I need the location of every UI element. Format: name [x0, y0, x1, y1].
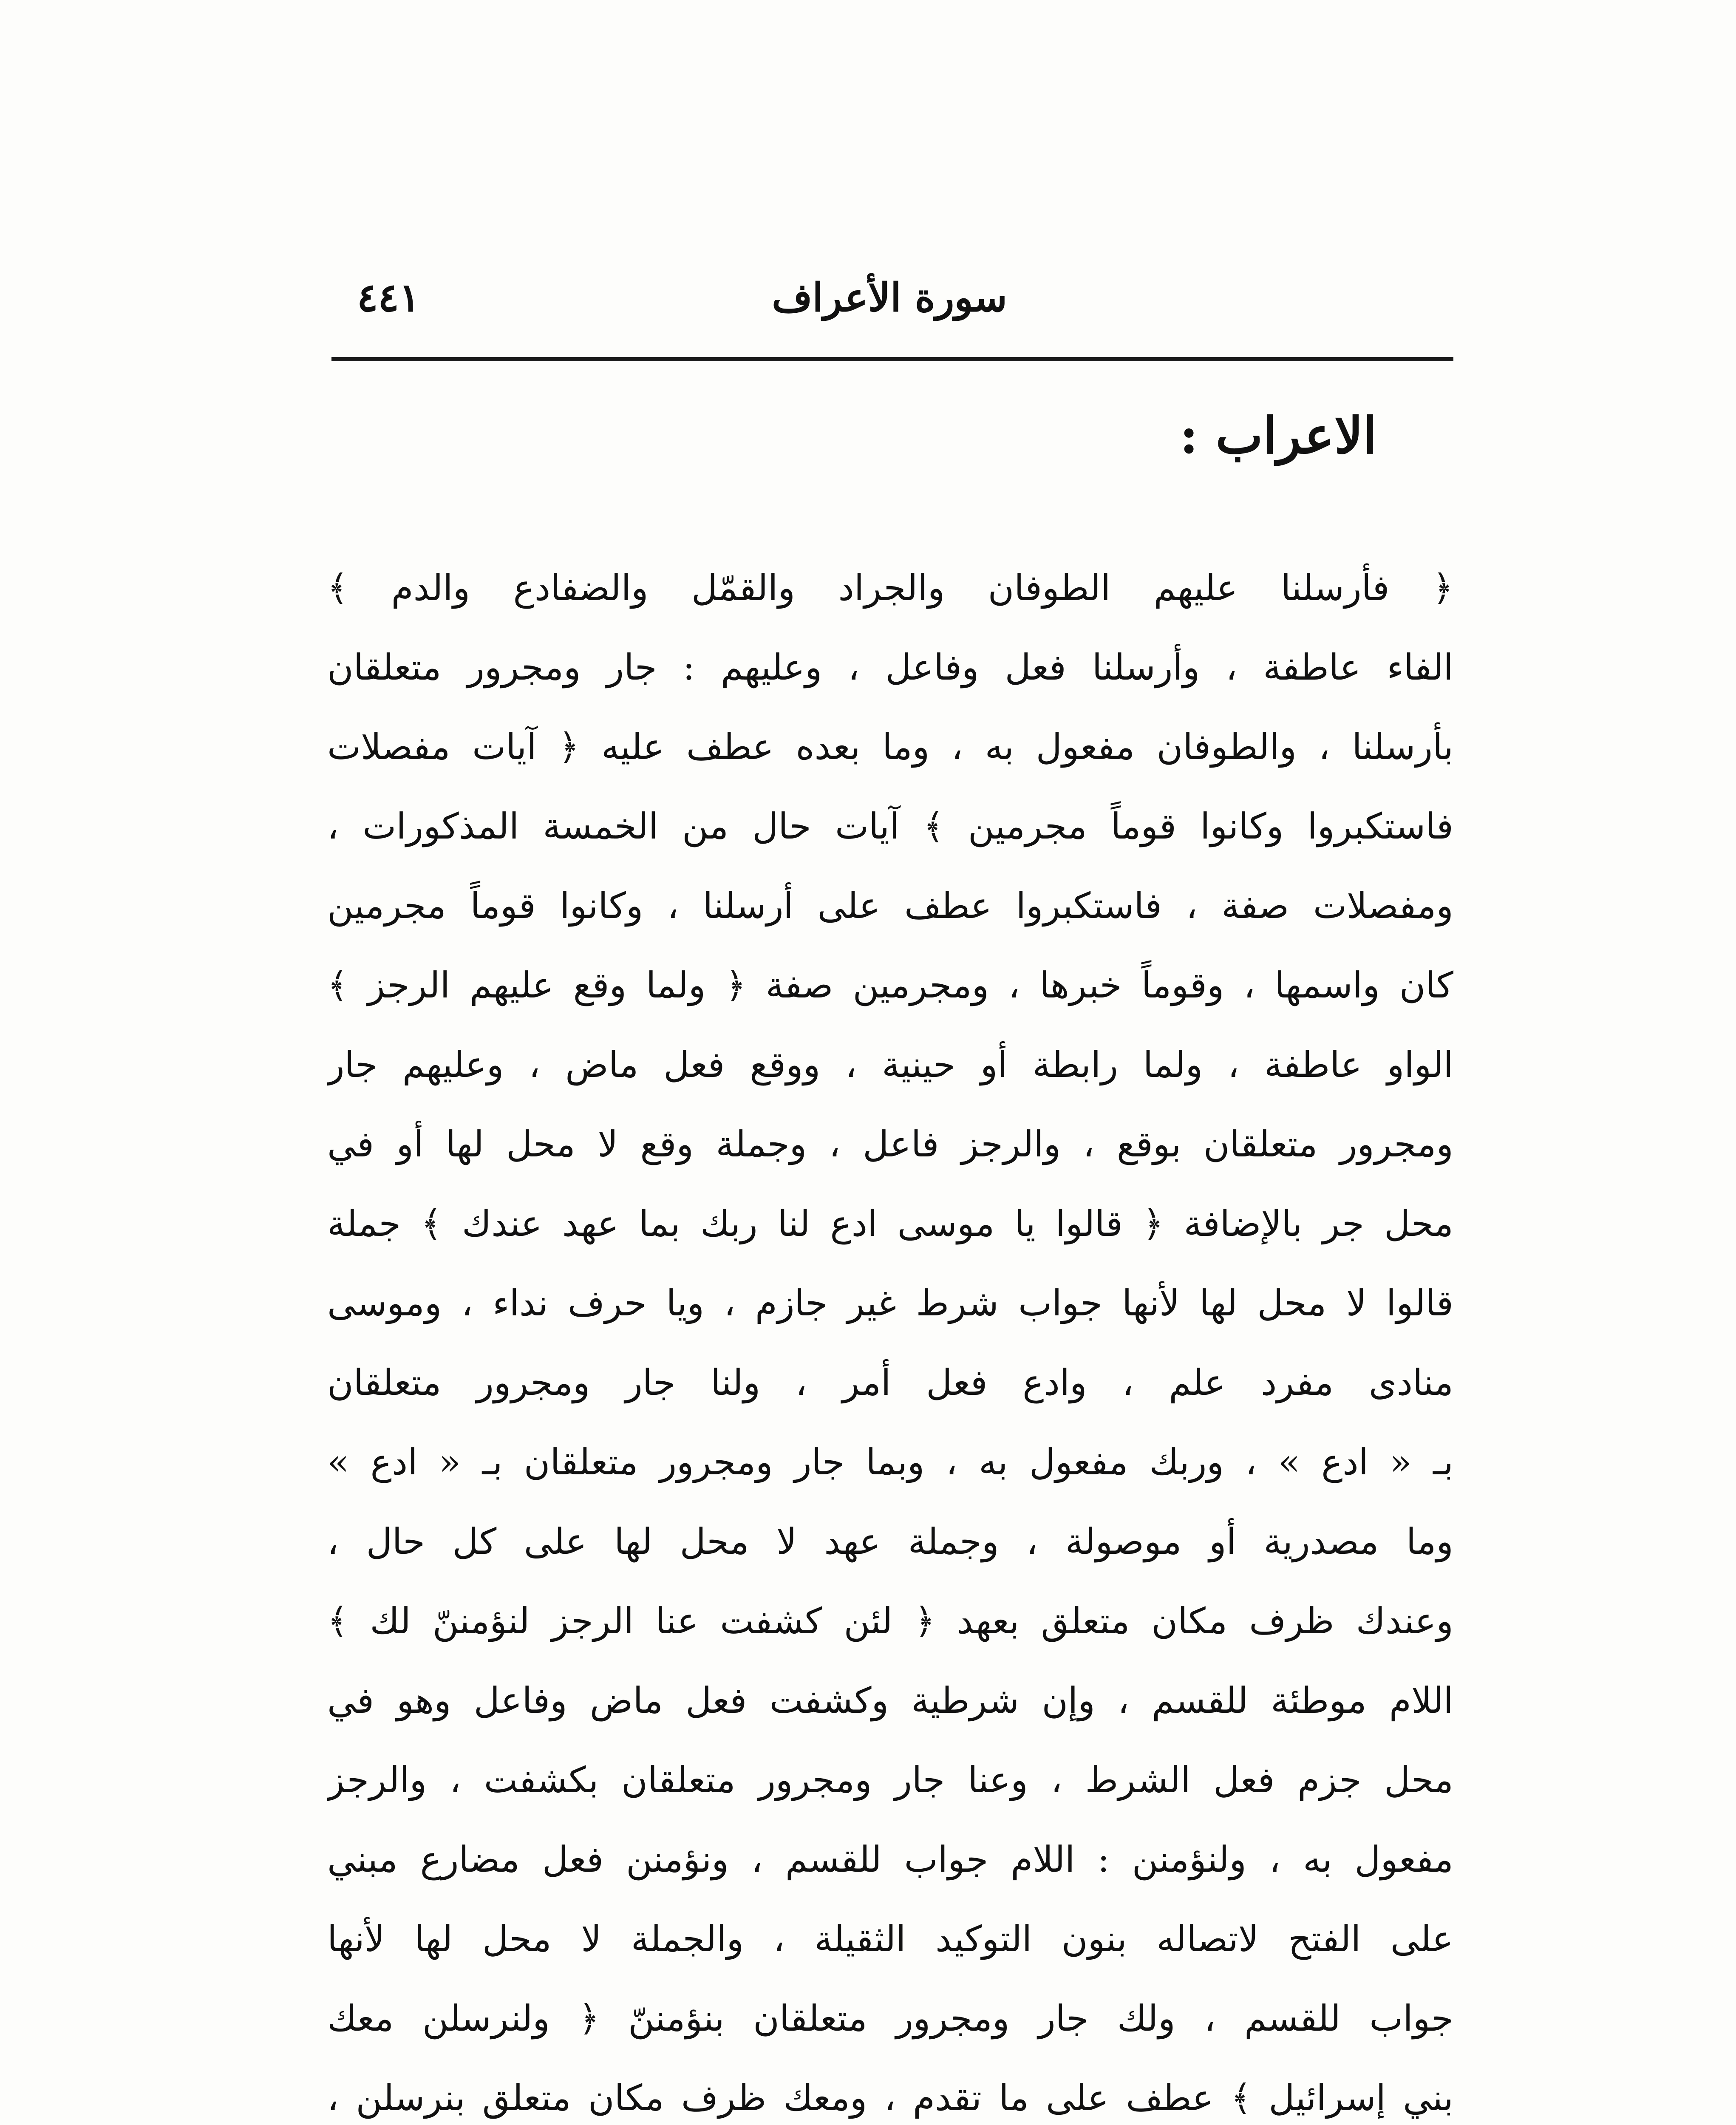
- text-line: ومفصلات صفة ، فاستكبروا عطف على أرسلنا ، وكانوا قوماً مجرمين: [327, 885, 1453, 926]
- text-line: فاستكبروا وكانوا قوماً مجرمين ﴾ آيات حال من الخمسة المذكورات ،: [327, 805, 1453, 847]
- header-rule: [331, 357, 1453, 361]
- text-line: ﴿ فأرسلنا عليهم الطوفان والجراد والقمّل والضفادع والدم ﴾: [327, 567, 1453, 609]
- text-line: الفاء عاطفة ، وأرسلنا فعل وفاعل ، وعليهم : جار ومجرور متعلقان: [327, 646, 1453, 688]
- text-line: اللام موطئة للقسم ، وإن شرطية وكشفت فعل ماض وفاعل وهو في: [327, 1680, 1453, 1721]
- text-line: منادى مفرد علم ، وادع فعل أمر ، ولنا جار ومجرور متعلقان: [327, 1362, 1453, 1403]
- running-header: [331, 266, 1453, 329]
- text-line: وعندك ظرف مكان متعلق بعهد ﴿ لئن كشفت عنا الرجز لنؤمننّ لك ﴾: [327, 1600, 1453, 1642]
- text-line: الواو عاطفة ، ولما رابطة أو حينية ، ووقع فعل ماض ، وعليهم جار: [327, 1044, 1453, 1085]
- page-number: ٤٤١: [357, 275, 420, 320]
- body-text: [327, 548, 1453, 2125]
- text-line: على الفتح لاتصاله بنون التوكيد الثقيلة ، والجملة لا محل لها لأنها: [327, 1918, 1453, 1960]
- text-line: قالوا لا محل لها لأنها جواب شرط غير جازم ، ويا حرف نداء ، وموسى: [327, 1282, 1453, 1324]
- text-line: محل جزم فعل الشرط ، وعنا جار ومجرور متعلقان بكشفت ، والرجز: [327, 1759, 1453, 1801]
- text-line: محل جر بالإضافة ﴿ قالوا يا موسى ادع لنا ربك بما عهد عندك ﴾ جملة: [327, 1203, 1453, 1244]
- text-line: بـ « ادع » ، وربك مفعول به ، وبما جار ومجرور متعلقان بـ « ادع »: [327, 1441, 1453, 1483]
- surah-title: سورة الأعراف: [772, 275, 1007, 320]
- text-line: بني إسرائيل ﴾ عطف على ما تقدم ، ومعك ظرف مكان متعلق بنرسلن ،: [327, 2077, 1453, 2119]
- text-line: مفعول به ، ولنؤمنن : اللام جواب للقسم ، ونؤمنن فعل مضارع مبني: [327, 1839, 1453, 1880]
- text-line: بأرسلنا ، والطوفان مفعول به ، وما بعده عطف عليه ﴿ آيات مفصلات: [327, 726, 1453, 768]
- text-line: ومجرور متعلقان بوقع ، والرجز فاعل ، وجملة وقع لا محل لها أو في: [327, 1123, 1453, 1165]
- text-line: وما مصدرية أو موصولة ، وجملة عهد لا محل لها على كل حال ،: [327, 1521, 1453, 1562]
- text-line: كان واسمها ، وقوماً خبرها ، ومجرمين صفة ﴿ ولما وقع عليهم الرجز ﴾: [327, 964, 1453, 1006]
- text-line: جواب للقسم ، ولك جار ومجرور متعلقان بنؤمننّ ﴿ ولنرسلن معك: [327, 1998, 1453, 2039]
- section-heading: الاعراب :: [1179, 406, 1377, 465]
